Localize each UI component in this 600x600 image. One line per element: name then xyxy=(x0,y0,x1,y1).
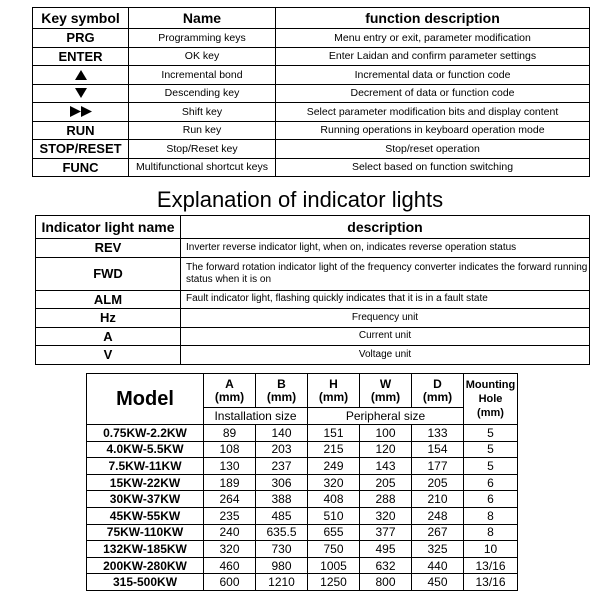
indicator-name: A xyxy=(36,327,181,346)
dim-a-value: 235 xyxy=(204,507,256,524)
indicator-row xyxy=(36,327,590,346)
model-name: 45KW-55KW xyxy=(87,507,204,524)
indicator-description: Current unit xyxy=(181,327,590,346)
key-row xyxy=(33,121,590,140)
key-symbol: RUN xyxy=(33,121,129,140)
dim-b-value: 1210 xyxy=(256,574,308,591)
dim-h-value: 1005 xyxy=(308,557,360,574)
model-row xyxy=(87,425,518,442)
dim-d-value: 154 xyxy=(412,441,464,458)
dim-a-value: 264 xyxy=(204,491,256,508)
installation-size-header: Installation size xyxy=(204,408,308,425)
indicator-description: Inverter reverse indicator light, when on, indicates reverse operation status xyxy=(181,239,590,258)
indicator-name-header: Indicator light name xyxy=(36,216,181,239)
up-triangle-icon xyxy=(75,70,87,80)
key-row xyxy=(33,140,590,159)
key-description: Running operations in keyboard operation mode xyxy=(276,121,590,140)
dimension-d-header: D (mm) xyxy=(412,374,464,408)
key-description: Menu entry or exit, parameter modification xyxy=(276,29,590,48)
key-name: Run key xyxy=(129,121,276,140)
dim-b-value: 203 xyxy=(256,441,308,458)
indicator-name: FWD xyxy=(36,257,181,290)
mounting-hole-header: Mounting Hole (mm) xyxy=(464,374,518,425)
key-description: Incremental data or function code xyxy=(276,66,590,85)
dim-a-value: 320 xyxy=(204,541,256,558)
indicator-row xyxy=(36,346,590,365)
dimension-b-header: B (mm) xyxy=(256,374,308,408)
mounting-hole-value: 13/16 xyxy=(464,574,518,591)
dim-w-value: 100 xyxy=(360,425,412,442)
dim-h-value: 215 xyxy=(308,441,360,458)
key-name: Programming keys xyxy=(129,29,276,48)
key-row xyxy=(33,158,590,177)
mounting-hole-value: 13/16 xyxy=(464,557,518,574)
mounting-hole-value: 6 xyxy=(464,474,518,491)
dimension-h-header: H (mm) xyxy=(308,374,360,408)
dim-b-value: 140 xyxy=(256,425,308,442)
dim-h-value: 510 xyxy=(308,507,360,524)
dim-d-value: 325 xyxy=(412,541,464,558)
model-name: 30KW-37KW xyxy=(87,491,204,508)
model-column-header: Model xyxy=(87,374,204,425)
key-row xyxy=(33,47,590,66)
dimension-w-header: W (mm) xyxy=(360,374,412,408)
indicator-row xyxy=(36,290,590,309)
dimension-a-header: A (mm) xyxy=(204,374,256,408)
dim-b-value: 485 xyxy=(256,507,308,524)
model-row xyxy=(87,574,518,591)
indicator-description-header: description xyxy=(181,216,590,239)
key-name: Descending key xyxy=(129,84,276,103)
indicator-table-header-row xyxy=(36,216,590,239)
dim-h-value: 151 xyxy=(308,425,360,442)
mounting-hole-value: 8 xyxy=(464,524,518,541)
indicator-section-heading: Explanation of indicator lights xyxy=(156,187,444,212)
key-symbol xyxy=(33,103,129,122)
peripheral-size-header: Peripheral size xyxy=(308,408,464,425)
dim-h-value: 249 xyxy=(308,458,360,475)
dim-w-value: 495 xyxy=(360,541,412,558)
dim-b-value: 237 xyxy=(256,458,308,475)
dim-h-value: 408 xyxy=(308,491,360,508)
indicator-description: Voltage unit xyxy=(181,346,590,365)
dim-d-value: 267 xyxy=(412,524,464,541)
dim-w-value: 205 xyxy=(360,474,412,491)
indicator-description: The forward rotation indicator light of the frequency converter indicates the forward running status when it is on xyxy=(181,257,590,290)
model-table-header-row xyxy=(87,374,518,408)
key-symbol: PRG xyxy=(33,29,129,48)
model-name: 315-500KW xyxy=(87,574,204,591)
key-symbol-table xyxy=(32,7,590,177)
model-name: 7.5KW-11KW xyxy=(87,458,204,475)
dim-d-value: 205 xyxy=(412,474,464,491)
key-symbol: STOP/RESET xyxy=(33,140,129,159)
dim-d-value: 177 xyxy=(412,458,464,475)
key-symbol-header: Key symbol xyxy=(33,8,129,29)
model-row xyxy=(87,458,518,475)
key-symbol: ENTER xyxy=(33,47,129,66)
dim-w-value: 377 xyxy=(360,524,412,541)
model-row xyxy=(87,491,518,508)
dim-d-value: 133 xyxy=(412,425,464,442)
dim-h-value: 750 xyxy=(308,541,360,558)
key-name: Multifunctional shortcut keys xyxy=(129,158,276,177)
key-row xyxy=(33,66,590,85)
down-triangle-icon xyxy=(75,88,87,98)
indicator-name: Hz xyxy=(36,309,181,328)
dim-a-value: 240 xyxy=(204,524,256,541)
dim-h-value: 1250 xyxy=(308,574,360,591)
key-name: Incremental bond xyxy=(129,66,276,85)
dim-d-value: 210 xyxy=(412,491,464,508)
key-table-header-row xyxy=(33,8,590,29)
dim-w-value: 143 xyxy=(360,458,412,475)
indicator-description: Fault indicator light, flashing quickly indicates that it is in a fault state xyxy=(181,290,590,309)
mounting-hole-value: 8 xyxy=(464,507,518,524)
dim-b-value: 388 xyxy=(256,491,308,508)
dim-a-value: 108 xyxy=(204,441,256,458)
model-name: 0.75KW-2.2KW xyxy=(87,425,204,442)
dim-w-value: 632 xyxy=(360,557,412,574)
indicator-row xyxy=(36,257,590,290)
indicator-row xyxy=(36,239,590,258)
key-name: Shift key xyxy=(129,103,276,122)
mounting-hole-value: 6 xyxy=(464,491,518,508)
dim-a-value: 460 xyxy=(204,557,256,574)
model-row xyxy=(87,557,518,574)
dim-w-value: 320 xyxy=(360,507,412,524)
key-description: Decrement of data or function code xyxy=(276,84,590,103)
model-row xyxy=(87,441,518,458)
model-dimension-table xyxy=(86,373,518,591)
key-description-header: function description xyxy=(276,8,590,29)
key-name: OK key xyxy=(129,47,276,66)
model-row xyxy=(87,474,518,491)
model-name: 132KW-185KW xyxy=(87,541,204,558)
dim-a-value: 600 xyxy=(204,574,256,591)
key-name: Stop/Reset key xyxy=(129,140,276,159)
model-row xyxy=(87,524,518,541)
mounting-hole-value: 5 xyxy=(464,458,518,475)
dim-a-value: 189 xyxy=(204,474,256,491)
indicator-row xyxy=(36,309,590,328)
dim-w-value: 288 xyxy=(360,491,412,508)
indicator-name: V xyxy=(36,346,181,365)
dim-b-value: 980 xyxy=(256,557,308,574)
key-symbol: FUNC xyxy=(33,158,129,177)
key-name-header: Name xyxy=(129,8,276,29)
model-row xyxy=(87,541,518,558)
model-name: 200KW-280KW xyxy=(87,557,204,574)
key-symbol xyxy=(33,84,129,103)
dim-d-value: 440 xyxy=(412,557,464,574)
dim-w-value: 120 xyxy=(360,441,412,458)
double-right-arrow-icon xyxy=(70,106,92,117)
key-description: Select based on function switching xyxy=(276,158,590,177)
indicator-name: REV xyxy=(36,239,181,258)
mounting-hole-value: 10 xyxy=(464,541,518,558)
dim-d-value: 450 xyxy=(412,574,464,591)
dim-b-value: 635.5 xyxy=(256,524,308,541)
key-description: Enter Laidan and confirm parameter settings xyxy=(276,47,590,66)
dim-a-value: 89 xyxy=(204,425,256,442)
dim-h-value: 655 xyxy=(308,524,360,541)
indicator-description: Frequency unit xyxy=(181,309,590,328)
dim-d-value: 248 xyxy=(412,507,464,524)
key-row xyxy=(33,84,590,103)
model-row xyxy=(87,507,518,524)
key-row xyxy=(33,29,590,48)
dim-a-value: 130 xyxy=(204,458,256,475)
dim-b-value: 730 xyxy=(256,541,308,558)
indicator-name: ALM xyxy=(36,290,181,309)
indicator-light-table xyxy=(35,215,590,365)
key-description: Stop/reset operation xyxy=(276,140,590,159)
key-description: Select parameter modification bits and display content xyxy=(276,103,590,122)
dim-w-value: 800 xyxy=(360,574,412,591)
mounting-hole-value: 5 xyxy=(464,441,518,458)
model-name: 4.0KW-5.5KW xyxy=(87,441,204,458)
key-row xyxy=(33,103,590,122)
key-symbol xyxy=(33,66,129,85)
dim-h-value: 320 xyxy=(308,474,360,491)
model-name: 75KW-110KW xyxy=(87,524,204,541)
mounting-hole-value: 5 xyxy=(464,425,518,442)
model-name: 15KW-22KW xyxy=(87,474,204,491)
dim-b-value: 306 xyxy=(256,474,308,491)
